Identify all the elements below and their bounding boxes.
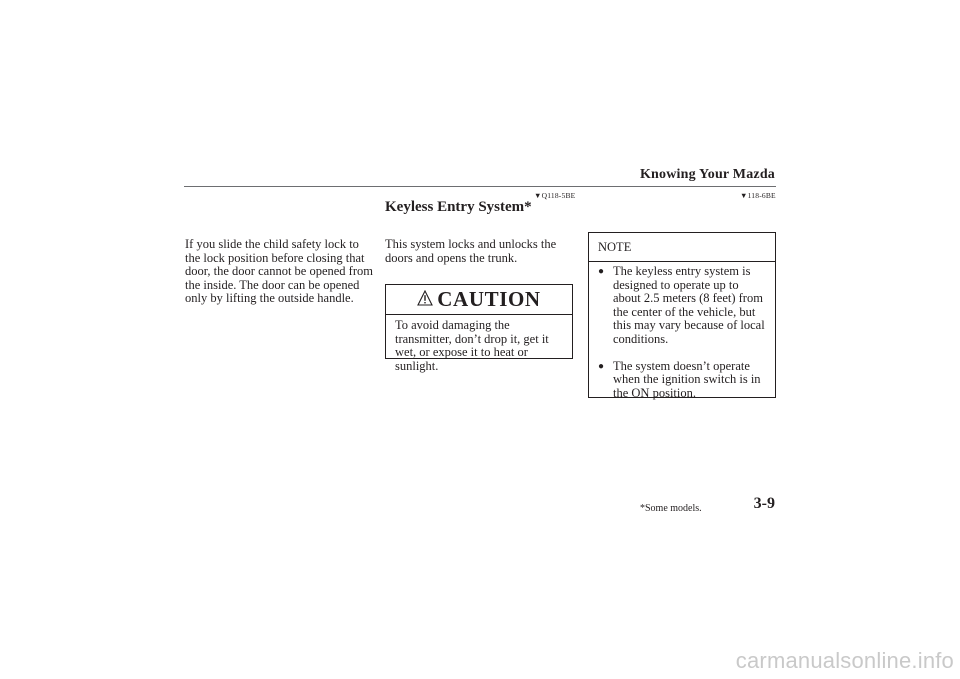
warning-triangle-icon <box>417 290 433 306</box>
bullet-icon: ● <box>598 266 605 277</box>
section-title: Keyless Entry System* <box>385 199 532 215</box>
child-lock-paragraph: If you slide the child safety lock to the lock position before closing that door, the door cannot be opened from the inside. The door can be opened only by lifting the outside handle. <box>185 237 373 306</box>
caution-header <box>386 285 572 315</box>
note-list <box>589 262 775 400</box>
note-item-text: The keyless entry system is designed to operate up to about 2.5 meters (8 feet) from the center of the vehicle, but this may vary because of local conditions. <box>613 264 765 346</box>
note-box <box>588 232 776 398</box>
header-title: Knowing Your Mazda <box>639 167 775 182</box>
footnote: *Some models. <box>640 503 702 514</box>
header-rule <box>184 186 776 187</box>
page-number: 3-9 <box>753 495 775 512</box>
section-code-right: ▼118-6BE <box>740 191 776 200</box>
caution-title: CAUTION <box>437 287 541 311</box>
keyless-entry-paragraph: This system locks and unlocks the doors and opens the trunk. <box>385 237 557 265</box>
section-code-left: ▼Q118-5BE <box>534 191 576 200</box>
caution-box <box>385 284 573 373</box>
caution-text: To avoid damaging the transmitter, don’t drop it, get it wet, or expose it to heat or sunlight. <box>395 318 549 373</box>
note-item <box>598 265 769 347</box>
bullet-icon: ● <box>598 360 605 372</box>
watermark: carmanualsonline.info <box>735 648 954 673</box>
note-title: NOTE <box>589 233 775 262</box>
note-item <box>598 360 769 401</box>
note-item-text: The system doesn’t operate when the ignition switch is in the ON position. <box>613 358 761 400</box>
